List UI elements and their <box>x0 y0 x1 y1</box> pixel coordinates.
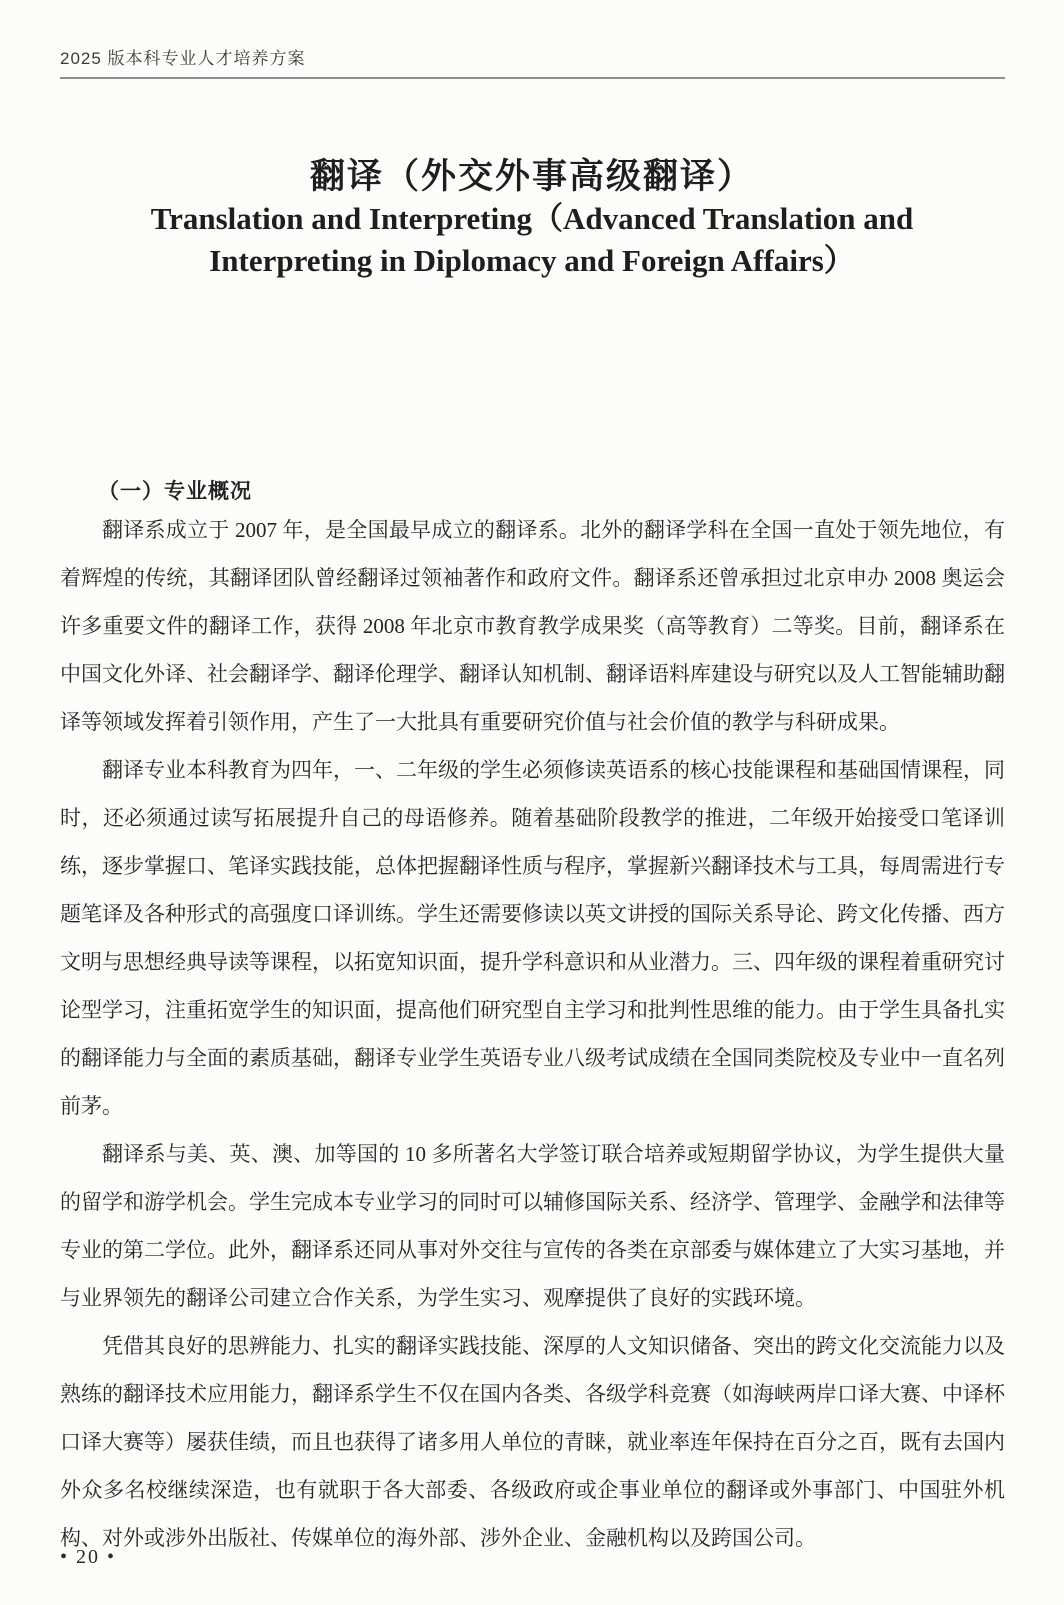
page-title-en-line2: Interpreting in Diplomacy and Foreign Affairs） <box>209 243 855 278</box>
running-header: 2025 版本科专业人才培养方案 <box>60 49 306 68</box>
body-paragraph: 翻译专业本科教育为四年，一、二年级的学生必须修读英语系的核心技能课程和基础国情课程，同时，还必须通过读写拓展提升自己的母语修养。随着基础阶段教学的推进，二年级开始接受口笔译训练，逐步掌握口、笔译实践技能，总体把握翻译性质与程序，掌握新兴翻译技术与工具，每周需进行专题笔译及各种形式的高强度口译训练。学生还需要修读以英文讲授的国际关系导论、跨文化传播、西方文明与思想经典导读等课程，以拓宽知识面，提升学科意识和从业潜力。三、四年级的课程着重研究讨论型学习，注重拓宽学生的知识面，提高他们研究型自主学习和批判性思维的能力。由于学生具备扎实的翻译能力与全面的素质基础，翻译专业学生英语专业八级考试成绩在全国同类院校及专业中一直名列前茅。 <box>60 758 1005 1118</box>
body-text-block <box>60 506 1005 1562</box>
header-divider-rule <box>60 77 1005 79</box>
section-heading-overview: （一）专业概况 <box>98 480 252 504</box>
body-paragraph: 凭借其良好的思辨能力、扎实的翻译实践技能、深厚的人文知识储备、突出的跨文化交流能力以及熟练的翻译技术应用能力，翻译系学生不仅在国内各类、各级学科竞赛（如海峡两岸口译大赛、中译杯口译大赛等）屡获佳绩，而且也获得了诸多用人单位的青睐，就业率连年保持在百分之百，既有去国内外众多名校继续深造，也有就职于各大部委、各级政府或企事业单位的翻译或外事部门、中国驻外机构、对外或涉外出版社、传媒单位的海外部、涉外企业、金融机构以及跨国公司。 <box>60 1334 1005 1550</box>
page-title-en-line1: Translation and Interpreting（Advanced Translation and <box>150 201 914 236</box>
page-title-en <box>0 198 1064 282</box>
page-number: • 20 • <box>60 1546 117 1568</box>
body-paragraph: 翻译系成立于 2007 年，是全国最早成立的翻译系。北外的翻译学科在全国一直处于领先地位，有着辉煌的传统，其翻译团队曾经翻译过领袖著作和政府文件。翻译系还曾承担过北京申办 2008 奥运会许多重要文件的翻译工作，获得 2008 年北京市教育教学成果奖（高等教育）二等奖。目前，翻译系在中国文化外译、社会翻译学、翻译伦理学、翻译认知机制、翻译语料库建设与研究以及人工智能辅助翻译等领域发挥着引领作用，产生了一大批具有重要研究价值与社会价值的教学与科研成果。 <box>60 518 1005 734</box>
body-paragraph: 翻译系与美、英、澳、加等国的 10 多所著名大学签订联合培养或短期留学协议，为学生提供大量的留学和游学机会。学生完成本专业学习的同时可以辅修国际关系、经济学、管理学、金融学和法律等专业的第二学位。此外，翻译系还同从事对外交往与宣传的各类在京部委与媒体建立了大实习基地，并与业界领先的翻译公司建立合作关系，为学生实习、观摩提供了良好的实践环境。 <box>60 1142 1005 1310</box>
page-title-zh: 翻译（外交外事高级翻译） <box>309 157 754 197</box>
